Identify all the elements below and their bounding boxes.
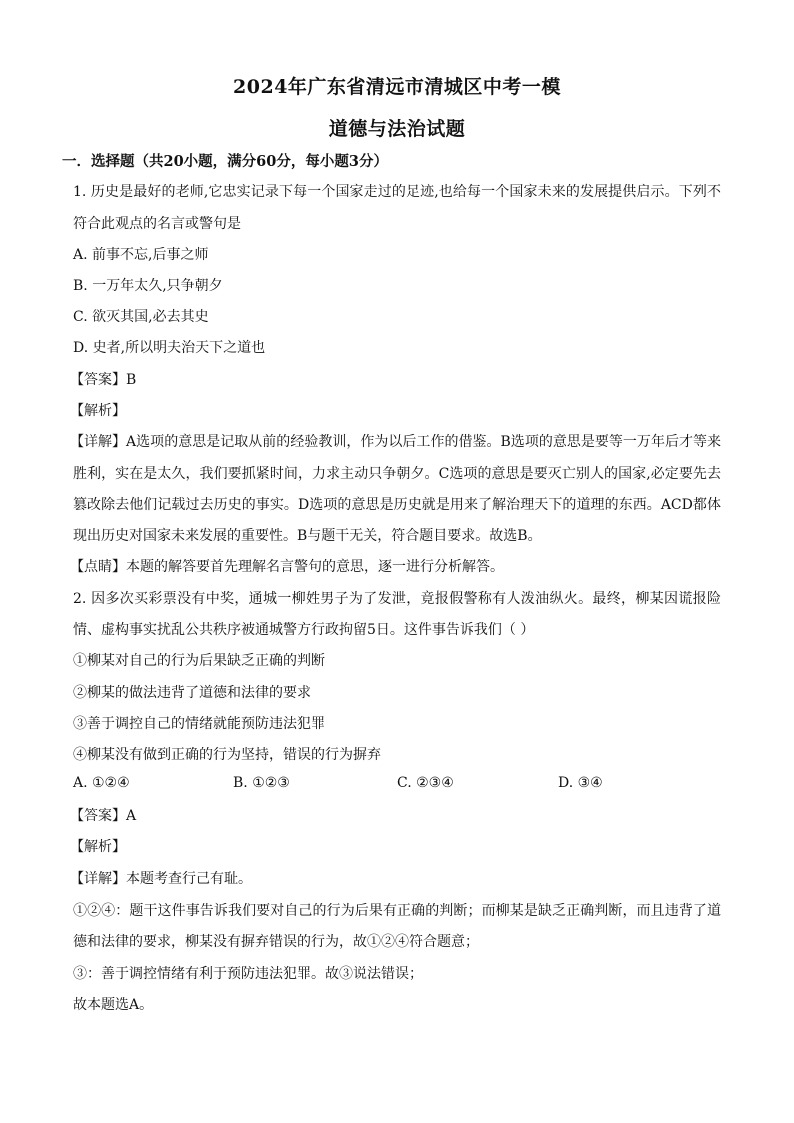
q2-detail-line-3: 德和法律的要求，柳某没有摒弃错误的行为，故①②④符合题意； [73,934,479,950]
q2-stem-line-1: 2. 因多次买彩票没有中奖，通城一柳姓男子为了发泄，竟报假警称有人泼油纵火。最终，柳某因谎报险 [73,591,721,607]
q2-analysis-label: 【解析】 [70,839,126,855]
q1-stem-line-1: 1. 历史是最好的老师,它忠实记录下每一个国家走过的足迹,也给每一个国家未来的发展提供启示。下列不 [73,184,721,200]
q2-answer: 【答案】A [70,808,137,824]
q1-option-b: B. 一万年太久,只争朝夕 [73,278,223,294]
q2-detail-line-2: ①②④：题干这件事告诉我们要对自己的行为后果有正确的判断；而柳某是缺乏正确判断，而且违背了道 [73,903,721,919]
q2-option-d: D. ③④ [558,775,603,791]
q2-option-a: A. ①②④ [73,775,130,791]
q1-analysis-label: 【解析】 [70,403,126,419]
q2-option-c: C. ②③④ [397,775,454,791]
q1-detail-line-4: 现出历史对国家未来发展的重要性。B与题干无关，符合题目要求。故选B。 [73,528,542,544]
q2-detail-line-4: ③：善于调控情绪有利于预防违法犯罪。故③说法错误； [73,966,423,982]
q1-option-d: D. 史者,所以明夫治天下之道也 [73,340,266,356]
section-heading: 一．选择题（共20小题，满分60分，每小题3分） [62,153,388,170]
q2-option-b: B. ①②③ [233,775,290,791]
q2-statement-3: ③善于调控自己的情绪就能预防违法犯罪 [73,716,325,732]
q1-detail-line-1: 【详解】A选项的意思是记取从前的经验教训，作为以后工作的借鉴。B选项的意思是要等一万年后才等来 [70,434,721,450]
q1-option-c: C. 欲灭其国,必去其史 [73,309,209,325]
q2-statement-4: ④柳某没有做到正确的行为坚持，错误的行为摒弃 [73,747,381,763]
q1-detail-line-2: 胜利，实在是太久，我们要抓紧时间，力求主动只争朝夕。C选项的意思是要灭亡别人的国家,必定要先去 [73,466,721,482]
q1-stem-line-2: 符合此观点的名言或警句是 [73,216,241,232]
q2-conclusion: 故本题选A。 [73,997,154,1013]
q2-detail-line-1: 【详解】本题考查行己有耻。 [70,871,252,887]
q1-detail-line-3: 篡改除去他们记载过去历史的事实。D选项的意思是历史就是用来了解治理天下的道理的东西。ACD都体 [73,497,721,513]
q1-option-a: A. 前事不忘,后事之师 [73,247,209,263]
q2-statement-2: ②柳某的做法违背了道德和法律的要求 [73,685,311,701]
q2-options-row [73,775,733,793]
document-title: 2024年广东省清远市清城区中考一模 [233,76,561,98]
q1-tip: 【点睛】本题的解答要首先理解名言警句的意思，逐一进行分析解答。 [70,559,504,575]
q2-statement-1: ①柳某对自己的行为后果缺乏正确的判断 [73,653,325,669]
document-subtitle: 道德与法治试题 [328,118,466,140]
q2-stem-line-2: 情、虚构事实扰乱公共秩序被通城警方行政拘留5日。这件事告诉我们（ ） [73,622,535,638]
q1-answer: 【答案】B [70,372,137,388]
